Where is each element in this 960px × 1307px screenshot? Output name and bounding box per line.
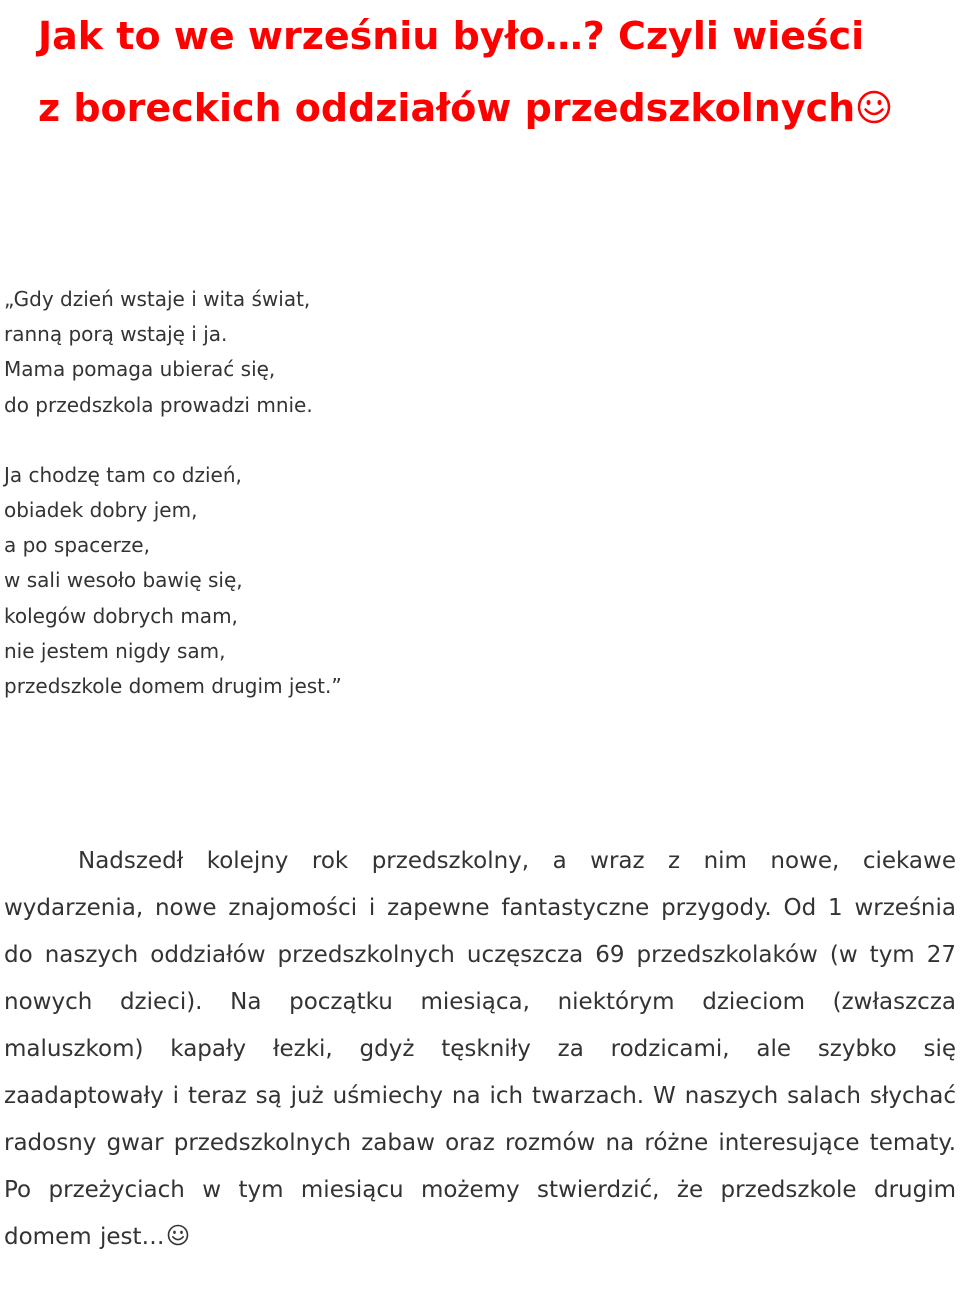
poem-verse: nie jestem nigdy sam, [4,638,226,663]
poem-verse: obiadek dobry jem, [4,498,198,523]
poem-verse: Ja chodzę tam co dzień, [4,462,242,487]
poem [4,282,904,704]
poem-stanza-2 [4,458,904,704]
poem-verse: kolegów dobrych mam, [4,603,238,628]
smiley-face-icon [167,1224,189,1246]
poem-verse: do przedszkola prowadzi mnie. [4,392,313,417]
title-line-1: Jak to we wrześniu było…? Czyli wieści [38,14,865,58]
poem-verse: „Gdy dzień wstaje i wita świat, [4,287,311,311]
body-paragraph-text: Nadszedł kolejny rok przedszkolny, a wraz z nim nowe, ciekawe wydarzenia, nowe znajomości i zapewne fantastyczne przygody. Od 1 września do naszych oddziałów przedszkolnych uczęszcza 69 przedszkolaków (w tym 27 nowych dzieci). Na początku miesiąca, niektórym dzieciom (zwłaszcza maluszkom) kapały łezki, gdyż tęskniły za rodzicami, ale szybko się zaadaptowały i teraz są już uśmiechy na ich twarzach. W naszych salach słychać radosny gwar przedszkolnych zabaw oraz rozmów na różne interesujące tematy. Po przeżyciach w tym miesiącu możemy stwierdzić, że przedszkole drugim domem jest… [4,848,956,1250]
poem-verse: a po spacerze, [4,533,150,558]
poem-verse: w sali wesoło bawię się, [4,568,243,593]
body-paragraph [4,838,956,1261]
smiley-face-icon [857,90,891,124]
title-line-2-text: z boreckich oddziałów przedszkolnych [38,86,856,130]
page-title [38,0,948,144]
poem-verse: ranną porą wstaję i ja. [4,322,228,347]
title-line-2 [38,72,948,144]
poem-verse: Mama pomaga ubierać się, [4,357,276,382]
poem-verse: przedszkole domem drugim jest.” [4,674,342,699]
poem-stanza-1 [4,282,904,423]
